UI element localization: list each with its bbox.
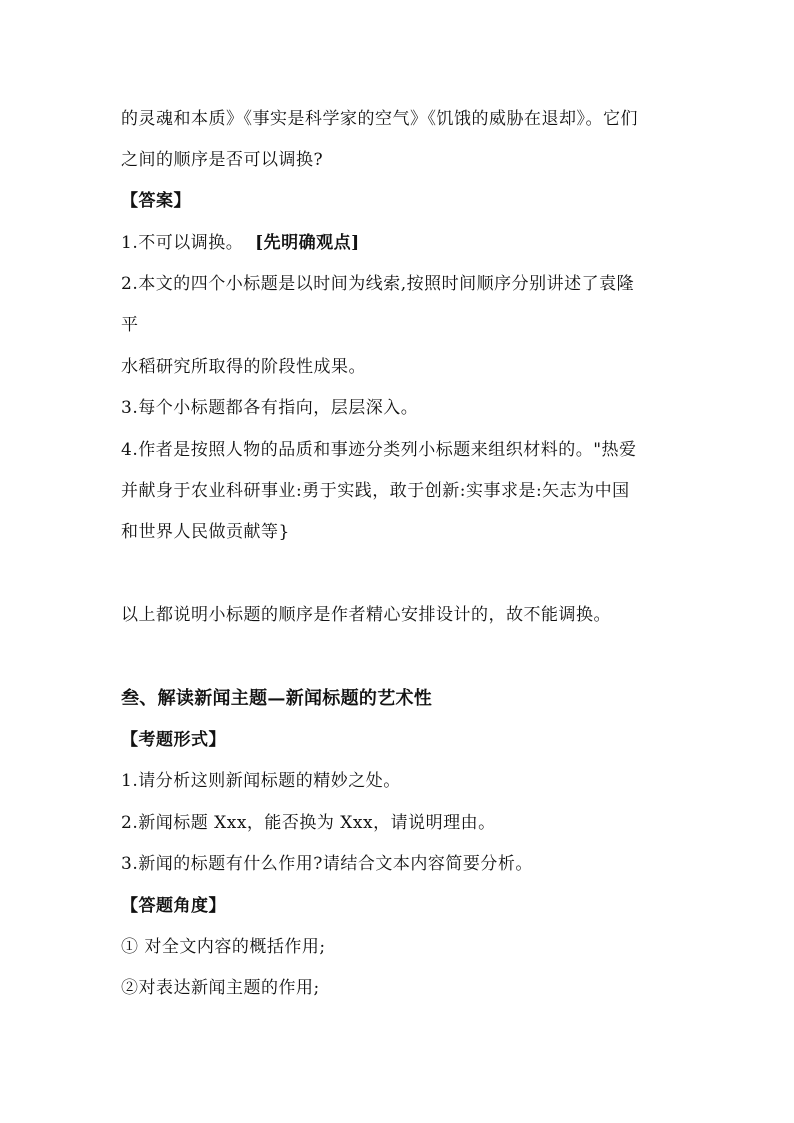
list-item: 3.新闻的标题有什么作用?请结合文本内容简要分析。 xyxy=(121,854,533,874)
paragraph-line: 之间的顺序是否可以调换? xyxy=(121,150,324,170)
answer-heading: 【答案】 xyxy=(121,191,191,211)
conclusion-line: 以上都说明小标题的顺序是作者精心安排设计的，故不能调换。 xyxy=(121,605,611,625)
list-item-continuation: 和世界人民做贡献等} xyxy=(121,522,290,542)
list-item: ②对表达新闻主题的作用; xyxy=(121,978,320,998)
question-form-heading: 【考题形式】 xyxy=(121,730,226,750)
list-item-continuation: 平 xyxy=(121,315,139,335)
list-item: 2.本文的四个小标题是以时间为线索,按照时间顺序分别讲述了袁隆 xyxy=(121,274,635,294)
bold-note: [先明确观点] xyxy=(255,233,360,253)
section-heading: 叁、解读新闻主题—新闻标题的艺术性 xyxy=(121,688,433,709)
list-item-text: 1.不可以调换。 xyxy=(121,233,244,253)
list-item xyxy=(121,233,360,253)
paragraph-line: 的灵魂和本质》《事实是科学家的空气》《饥饿的威胁在退却》。它们 xyxy=(121,109,638,129)
list-item-continuation: 并献身于农业科研事业:勇于实践，敢于创新:实事求是:矢志为中国 xyxy=(121,481,630,501)
list-item: 2.新闻标题 Xxx，能否换为 Xxx，请说明理由。 xyxy=(121,813,496,833)
list-item: 4.作者是按照人物的品质和事迹分类列小标题来组织材料的。"热爱 xyxy=(121,440,637,460)
answer-angle-heading: 【答题角度】 xyxy=(121,896,226,916)
list-item: ① 对全文内容的概括作用; xyxy=(121,937,326,957)
list-item-continuation: 水稻研究所取得的阶段性成果。 xyxy=(121,357,366,377)
list-item: 1.请分析这则新闻标题的精妙之处。 xyxy=(121,771,401,791)
list-item: 3.每个小标题都各有指向，层层深入。 xyxy=(121,398,419,418)
